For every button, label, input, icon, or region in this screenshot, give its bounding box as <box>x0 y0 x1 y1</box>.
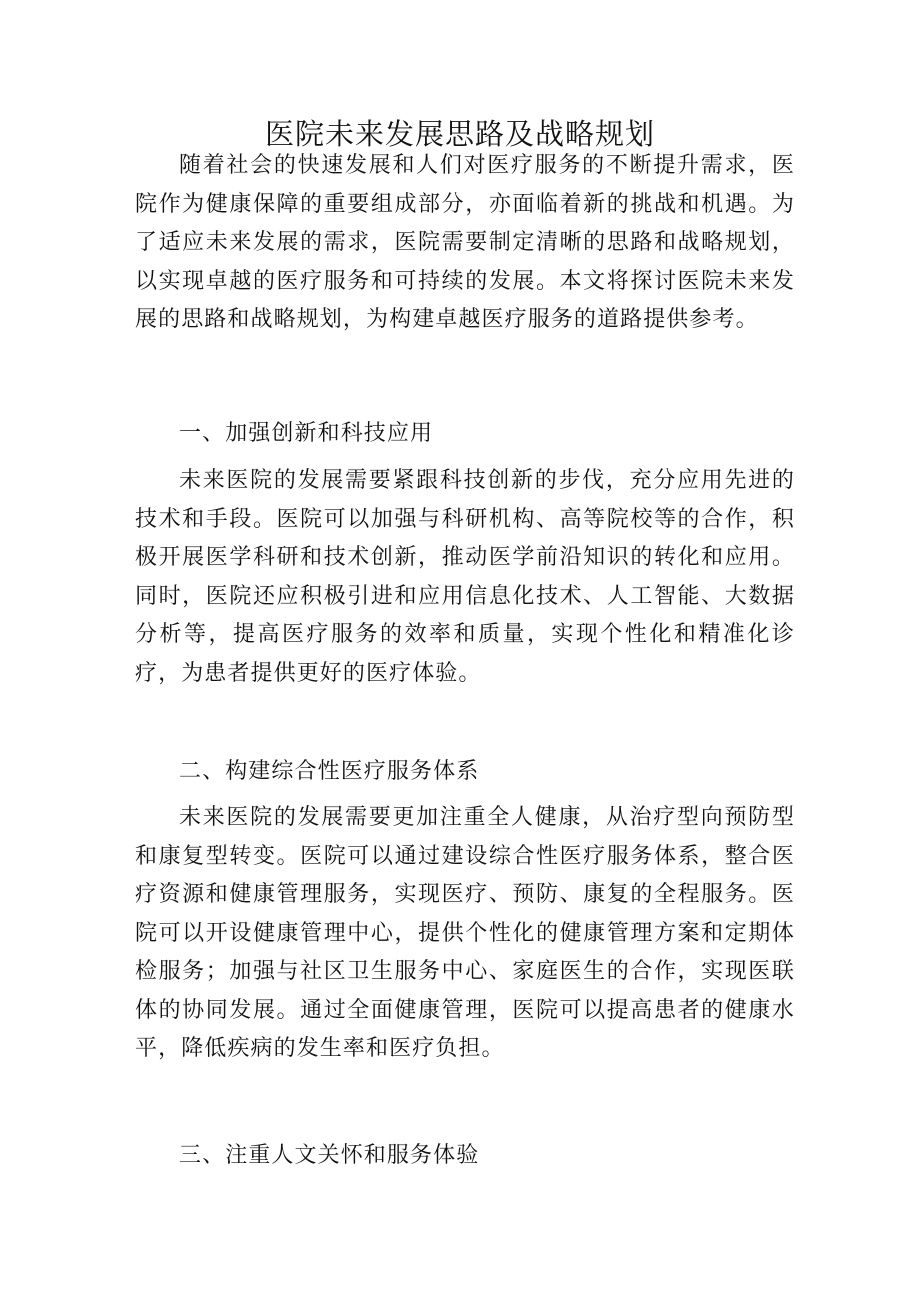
section-2-heading: 二、构建综合性医疗服务体系 <box>179 759 480 784</box>
intro-paragraph: 随着社会的快速发展和人们对医疗服务的不断提升需求，医院作为健康保障的重要组成部分，亦面临着新的挑战和机遇。为了适应未来发展的需求，医院需要制定清晰的思路和战略规划，以实现卓越的医疗服务和可持续的发展。本文将探讨医院未来发展的思路和战略规划，为构建卓越医疗服务的道路提供参考。 <box>135 153 795 332</box>
section-3-heading: 三、注重人文关怀和服务体验 <box>179 1143 480 1168</box>
section-2-paragraph: 未来医院的发展需要更加注重全人健康，从治疗型向预防型和康复型转变。医院可以通过建设综合性医疗服务体系，整合医疗资源和健康管理服务，实现医疗、预防、康复的全程服务。医院可以开设健康管理中心，提供个性化的健康管理方案和定期体检服务；加强与社区卫生服务中心、家庭医生的合作，实现医联体的协同发展。通过全面健康管理，医院可以提高患者的健康水平，降低疾病的发生率和医疗负担。 <box>135 805 795 1061</box>
document-title: 医院未来发展思路及战略规划 <box>264 117 655 151</box>
section-1-paragraph: 未来医院的发展需要紧跟科技创新的步伐，充分应用先进的技术和手段。医院可以加强与科研机构、高等院校等的合作，积极开展医学科研和技术创新，推动医学前沿知识的转化和应用。同时，医院还应积极引进和应用信息化技术、人工智能、大数据分析等，提高医疗服务的效率和质量，实现个性化和精准化诊疗，为患者提供更好的医疗体验。 <box>135 468 795 686</box>
section-1-heading: 一、加强创新和科技应用 <box>179 421 434 446</box>
